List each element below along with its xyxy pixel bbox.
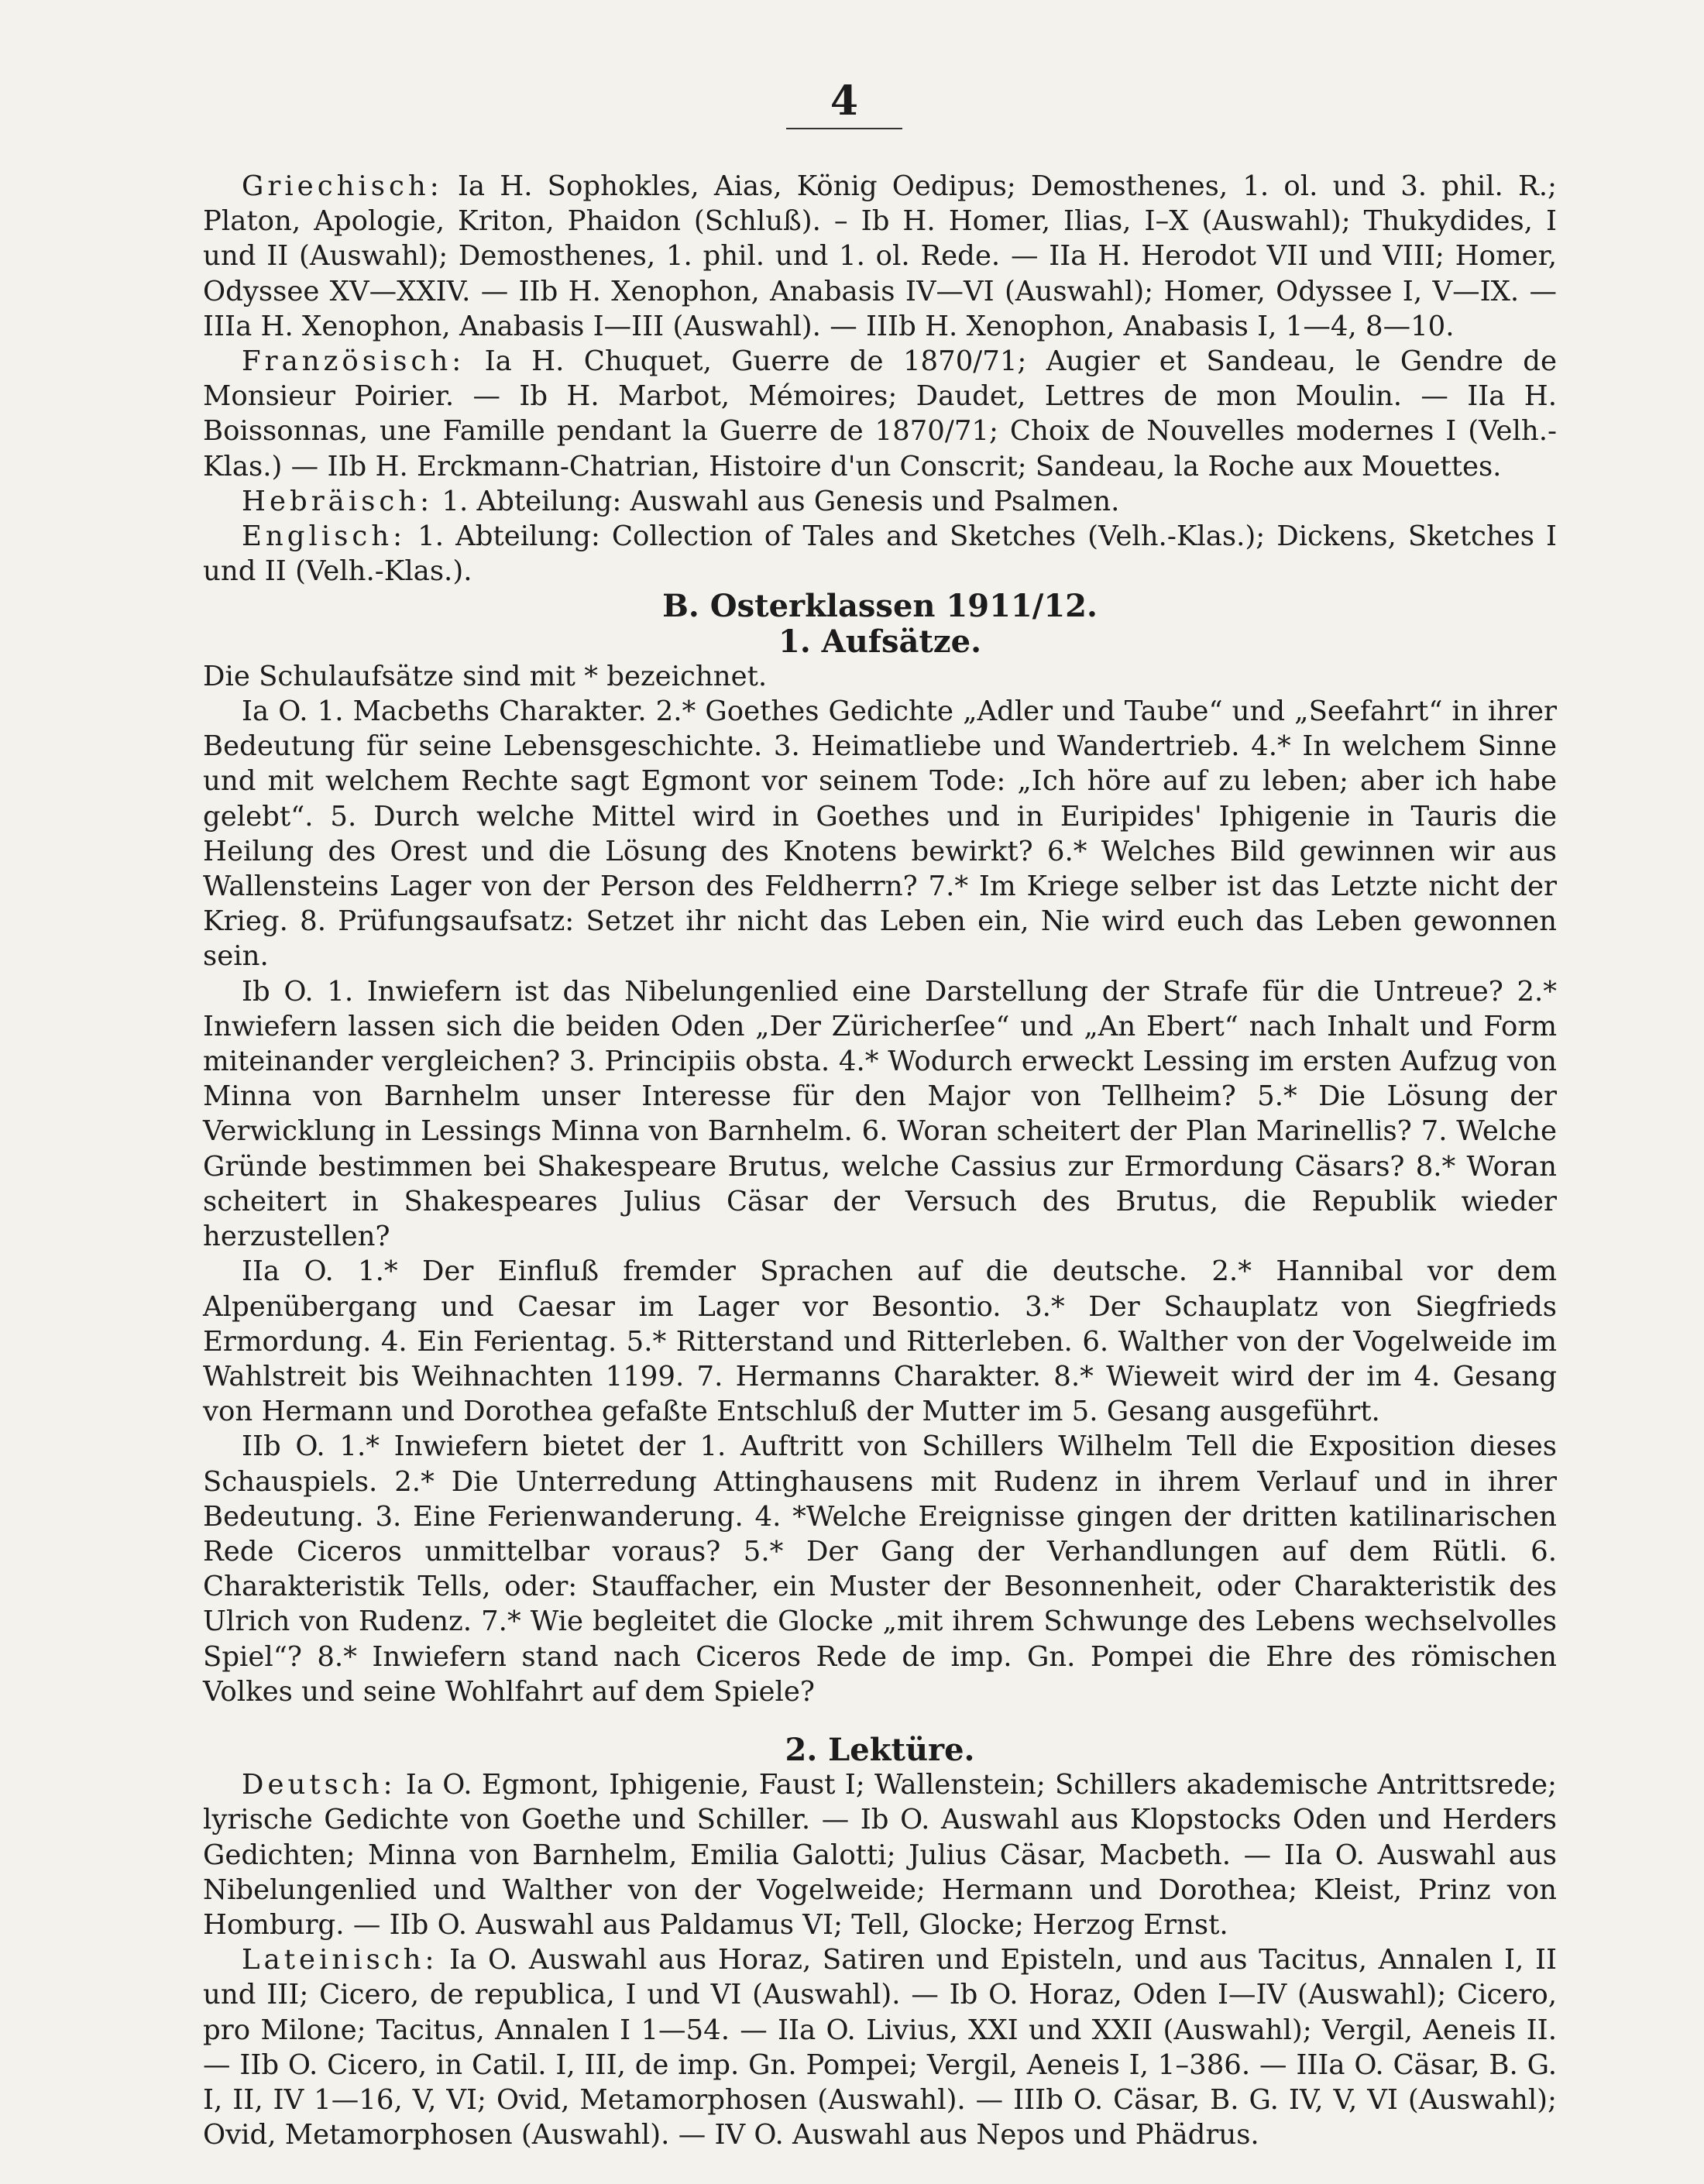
paragraph-text: 1. Abteilung: Collection of Tales and Sketches (Velh.-Klas.); Dickens, Sketches I und II (Velh.-Klas.). xyxy=(203,520,1557,588)
aufsaetze-note: Die Schulaufsätze sind mit * bezeichnet. xyxy=(203,660,768,692)
page-number: 4 xyxy=(830,77,859,125)
body-text xyxy=(203,169,1557,2152)
paragraph-franzoesisch xyxy=(203,344,1557,484)
page-number-rule xyxy=(786,128,902,129)
subject-label: Hebräisch: xyxy=(242,485,434,517)
paragraph-ib-o: Ib O. 1. Inwiefern ist das Nibelungenlied eine Darstellung der Strafe für die Untreue? 2.* Inwiefern lassen sich die beiden Oden „Der Züricherſee“ und „An Ebert“ nach Inhalt und Form miteinander vergleichen? 3. Principiis obsta. 4.* Wodurch erweckt Lessing im ersten Aufzug von Minna von Barnhelm unser Interesse für den Major von Tellheim? 5.* Die Lösung der Verwicklung in Lessings Minna von Barnhelm. 6. Woran scheitert der Plan Marinellis? 7. Welche Gründe bestimmen bei Shakespeare Brutus, welche Cassius zur Ermordung Cäsars? 8.* Woran scheitert in Shakespeares Julius Cäsar der Versuch des Brutus, die Republik wieder herzustellen? xyxy=(203,975,1557,1253)
paragraph-ia-o: Ia O. 1. Macbeths Charakter. 2.* Goethes Gedichte „Adler und Taube“ und „Seefahrt“ in ihrer Bedeutung für seine Lebensgeschichte. 3. Heimatliebe und Wandertrieb. 4.* In welchem Sinne und mit welchem Rechte sagt Egmont vor seinem Tode: „Ich höre auf zu leben; aber ich habe gelebt“. 5. Durch welche Mittel wird in Goethes und in Euripides' Iphigenie in Tauris die Heilung des Orest und die Lösung des Knotens bewirkt? 6.* Welches Bild gewinnen wir aus Wallensteins Lager von der Person des Feldherrn? 7.* Im Kriege selber ist das Letzte nicht der Krieg. 8. Prüfungsaufsatz: Setzet ihr nicht das Leben ein, Nie wird euch das Leben gewonnen sein. xyxy=(203,695,1557,973)
paragraph-text: Ia O. Auswahl aus Horaz, Satiren und Episteln, und aus Tacitus, Annalen I, II und III; Cicero, de republica, I und VI (Auswahl). — Ib O. Horaz, Oden I—IV (Auswahl); Cicero, pro Milone; Tacitus, Annalen I 1—54. — IIa O. Livius, XXI und XXII (Auswahl); Vergil, Aeneis II. — IIb O. Cicero, in Catil. I, III, de imp. Gn. Pompei; Vergil, Aeneis I, 1–386. — IIIa O. Cäsar, B. G. I, II, IV 1—16, V, VI; Ovid, Metamorphosen (Auswahl). — IIIb O. Cäsar, B. G. IV, V, VI (Auswahl); Ovid, Metamorphosen (Auswahl). — IV O. Auswahl aus Nepos und Phädrus. xyxy=(203,1944,1557,2151)
paragraph-text: Ia H. Sophokles, Aias, König Oedipus; Demosthenes, 1. ol. und 3. phil. R.; Platon, Apologie, Kriton, Phaidon (Schluß). – Ib H. Homer, Ilias, I–X (Auswahl); Thukydides, I und II (Auswahl); Demosthenes, 1. phil. und 1. ol. Rede. — IIa H. Herodot VII und VIII; Homer, Odyssee XV—XXIV. — IIb H. Xenophon, Anabasis IV—VI (Auswahl); Homer, Odyssee I, V—IX. — IIIa H. Xenophon, Anabasis I—III (Auswahl). — IIIb H. Xenophon, Anabasis I, 1—4, 8—10. xyxy=(203,170,1557,342)
subsection-heading-lektuere: 2. Lektüre. xyxy=(785,1731,975,1768)
paragraph-deutsch xyxy=(203,1767,1557,1942)
paragraph-griechisch xyxy=(203,169,1557,344)
paragraph-text: Ia O. Egmont, Iphigenie, Faust I; Wallenstein; Schillers akademische Antrittsrede; lyrische Gedichte von Goethe und Schiller. — Ib O. Auswahl aus Klopstocks Oden und Herders Gedichten; Minna von Barnhelm, Emilia Galotti; Julius Cäsar, Macbeth. — IIa O. Auswahl aus Nibelungenlied und Walther von der Vogelweide; Hermann und Dorothea; Kleist, Prinz von Homburg. — IIb O. Auswahl aus Paldamus VI; Tell, Glocke; Herzog Ernst. xyxy=(203,1769,1557,1941)
paragraph-englisch xyxy=(203,519,1557,589)
subsection-heading-aufsaetze: 1. Aufsätze. xyxy=(778,623,981,660)
section-heading: B. Osterklassen 1911/12. xyxy=(662,588,1098,625)
subject-label: Englisch: xyxy=(242,520,407,553)
subject-label: Französisch: xyxy=(242,345,466,378)
paragraph-text: 1. Abteilung: Auswahl aus Genesis und Psalmen. xyxy=(433,485,1120,517)
paragraph-iia-o: IIa O. 1.* Der Einfluß fremder Sprachen auf die deutsche. 2.* Hannibal vor dem Alpenübergang und Caesar im Lager vor Besontio. 3.* Der Schauplatz von Siegfrieds Ermordung. 4. Ein Ferientag. 5.* Ritterstand und Ritterleben. 6. Walther von der Vogelweide im Wahlstreit bis Weihnachten 1199. 7. Hermanns Charakter. 8.* Wieweit wird der im 4. Gesang von Hermann und Dorothea gefaßte Entschluß der Mutter im 5. Gesang ausgeführt. xyxy=(203,1255,1557,1428)
paragraph-hebraeisch xyxy=(203,484,1557,519)
subject-label: Griechisch: xyxy=(242,170,443,202)
subject-label: Lateinisch: xyxy=(242,1944,438,1976)
paragraph-lateinisch xyxy=(203,1942,1557,2152)
subject-label: Deutsch: xyxy=(242,1769,397,1801)
paragraph-text: Ia H. Chuquet, Guerre de 1870/71; Augier et Sandeau, le Gendre de Monsieur Poirier. — Ib H. Marbot, Mémoires; Daudet, Lettres de mon Moulin. — IIa H. Boissonnas, une Famille pendant la Guerre de 1870/71; Choix de Nouvelles modernes I (Velh.-Klas.) — IIb H. Erckmann-Chatrian, Histoire d'un Conscrit; Sandeau, la Roche aux Mouettes. xyxy=(203,345,1557,482)
paragraph-iib-o: IIb O. 1.* Inwiefern bietet der 1. Auftritt von Schillers Wilhelm Tell die Exposition dieses Schauspiels. 2.* Die Unterredung Attinghausens mit Rudenz in ihrem Verlauf und in ihrer Bedeutung. 3. Eine Ferienwanderung. 4. *Welche Ereignisse gingen der dritten katilinarischen Rede Ciceros unmittelbar voraus? 5.* Der Gang der Verhandlungen auf dem Rütli. 6. Charakteristik Tells, oder: Stauffacher, ein Muster der Besonnenheit, oder Charakteristik des Ulrich von Rudenz. 7.* Wie begleitet die Glocke „mit ihrem Schwunge des Lebens wechselvolles Spiel“? 8.* Inwiefern stand nach Ciceros Rede de imp. Gn. Pompei die Ehre des römischen Volkes und seine Wohlfahrt auf dem Spiele? xyxy=(203,1430,1557,1708)
